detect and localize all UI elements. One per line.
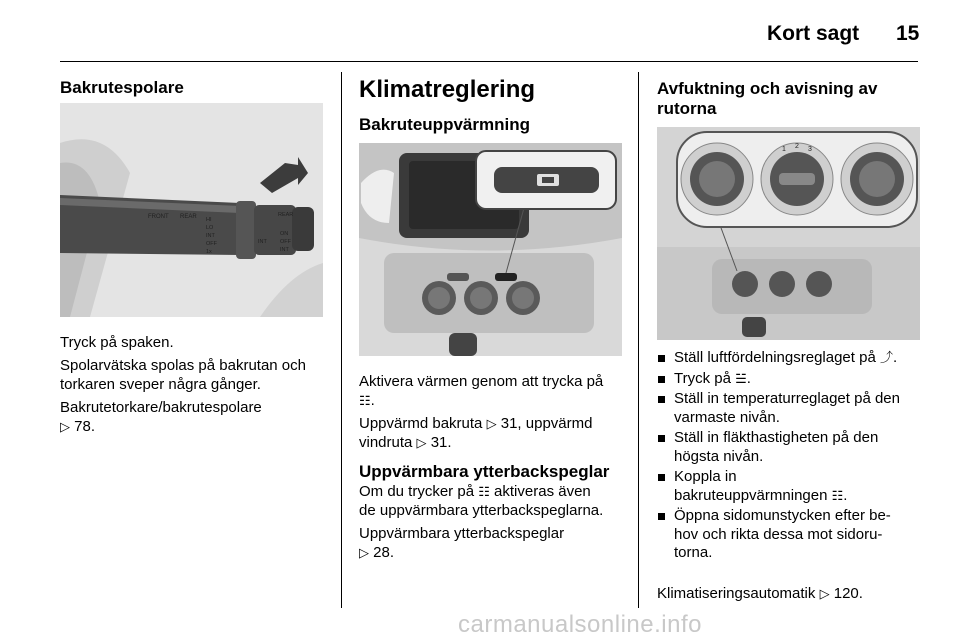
lever-label-off-2: OFF bbox=[280, 239, 291, 245]
col2-text-1a: Aktivera värmen genom att trycka på bbox=[359, 373, 604, 390]
step-3-line-1: Ställ in temperaturreglaget på den bbox=[674, 390, 900, 407]
col1-text-2a: Spolarvätska spolas på bakrutan och bbox=[60, 357, 306, 374]
fan-speed-label-3: 3 bbox=[808, 146, 812, 153]
col1-text-3b bbox=[60, 417, 95, 436]
running-header-title: Kort sagt bbox=[767, 22, 860, 45]
step-5-line-2: bakruteuppvärmningen bbox=[674, 486, 828, 504]
air-distribution-icon: ⤴ bbox=[879, 350, 893, 365]
page-ref-arrow-icon: ▷ bbox=[819, 586, 830, 601]
header-rule bbox=[60, 61, 918, 62]
page-ref-arrow-icon: ▷ bbox=[486, 416, 497, 431]
lever-label-int-2: INT bbox=[258, 239, 267, 245]
page-ref-28[interactable]: 28. bbox=[373, 544, 395, 561]
step-3-line-2: varmaste nivån. bbox=[674, 408, 780, 426]
page-ref-31a[interactable]: 31, uppvärmd bbox=[500, 415, 593, 432]
lever-label-lo: LO bbox=[206, 225, 214, 231]
step-1-text: Ställ luftfördelningsreglaget på bbox=[674, 349, 876, 366]
defog-steps-list bbox=[657, 349, 925, 565]
fan-speed-label-2: 2 bbox=[795, 143, 799, 150]
wiper-lever-figure bbox=[60, 103, 323, 317]
col1-text-3a: Bakrutetorkare/bakrutespolare bbox=[60, 399, 262, 416]
step-4-line-2: högsta nivån. bbox=[674, 447, 764, 465]
rear-defrost-icon: ☷ bbox=[359, 393, 371, 408]
col3-footer-ref bbox=[657, 584, 863, 603]
lever-label-front: FRONT bbox=[148, 214, 169, 220]
fan-speed-label-1: 1 bbox=[782, 146, 786, 153]
lever-label-off: OFF bbox=[206, 241, 217, 247]
page-ref-arrow-icon: ▷ bbox=[359, 545, 369, 560]
step-6-line-1: Öppna sidomunstycken efter be- bbox=[674, 507, 891, 524]
page-ref-120[interactable]: 120. bbox=[833, 585, 863, 602]
col1-text-2b: torkaren sveper några gånger. bbox=[60, 376, 261, 393]
lever-label-hi: HI bbox=[206, 217, 212, 223]
col2-text-3a bbox=[359, 482, 591, 501]
col2-text-3a-start: Om du trycker på bbox=[359, 483, 475, 500]
col2-text-2a bbox=[359, 414, 592, 433]
list-item: Koppla in bakruteuppvärmningen ☷. bbox=[657, 468, 925, 505]
step-6-line-2: hov och rikta dessa mot sidoru- bbox=[674, 525, 883, 543]
page-number: 15 bbox=[896, 22, 920, 45]
section-heading-rear-washer: Bakrutespolare bbox=[60, 78, 184, 97]
col2-text-4a: Uppvärmbara ytterbackspeglar bbox=[359, 525, 565, 542]
lever-label-1x: 1x bbox=[206, 249, 212, 255]
lever-label-rear: REAR bbox=[180, 214, 197, 220]
lever-label-int: INT bbox=[206, 233, 215, 239]
col3-footer-text: Klimatiseringsautomatik bbox=[657, 585, 816, 602]
list-item: Tryck på ☱. bbox=[657, 370, 925, 389]
list-item bbox=[657, 507, 925, 563]
col2-text-1b-period: . bbox=[370, 392, 375, 409]
col2-text-2a-label: Uppvärmd bakruta bbox=[359, 415, 483, 432]
page-ref-78[interactable]: 78. bbox=[74, 418, 96, 435]
list-item: Ställ luftfördelningsreglaget på ⤴. bbox=[657, 349, 925, 368]
subheading-rear-heating: Bakruteuppvärmning bbox=[359, 115, 530, 134]
list-item bbox=[657, 429, 925, 466]
col1-text-1: Tryck på spaken. bbox=[60, 334, 174, 351]
page-ref-arrow-icon: ▷ bbox=[60, 419, 70, 434]
step-2-text: Tryck på bbox=[674, 369, 731, 387]
lever-label-rear-2: REAR bbox=[278, 212, 294, 218]
step-6-line-3: torna. bbox=[674, 544, 713, 561]
col2-text-4b bbox=[359, 543, 394, 562]
step-4-line-1: Ställ in fläkthastigheten på den bbox=[674, 429, 879, 446]
step-5-line-1: Koppla in bbox=[674, 468, 737, 485]
col2-text-1b bbox=[359, 391, 375, 410]
col2-text-2b-label: vindruta bbox=[359, 434, 413, 451]
list-item bbox=[657, 390, 925, 427]
lever-label-int-3: INT bbox=[280, 247, 289, 253]
front-defrost-icon: ☱ bbox=[735, 370, 747, 386]
page-ref-31b[interactable]: 31. bbox=[430, 434, 452, 451]
dashboard-button-figure bbox=[359, 143, 622, 356]
section-heading-defog-1: Avfuktning och avisning av bbox=[657, 79, 878, 98]
section-heading-climate: Klimatreglering bbox=[359, 76, 536, 103]
page-ref-arrow-icon: ▷ bbox=[416, 435, 427, 450]
col2-text-3b: de uppvärmbara ytterbackspeglarna. bbox=[359, 502, 604, 519]
col2-text-3a-end: aktiveras även bbox=[494, 483, 591, 500]
subheading-heated-mirrors: Uppvärmbara ytterbackspeglar bbox=[359, 462, 610, 481]
rear-defrost-icon: ☷ bbox=[831, 487, 844, 503]
col2-text-2b bbox=[359, 433, 452, 452]
rear-defrost-icon: ☷ bbox=[478, 484, 490, 499]
column-divider-2 bbox=[638, 72, 639, 608]
section-heading-defog-2: rutorna bbox=[657, 99, 717, 118]
column-divider-1 bbox=[341, 72, 342, 608]
watermark: carmanualsonline.info bbox=[458, 611, 702, 638]
climate-knobs-figure bbox=[657, 127, 920, 340]
lever-label-on: ON bbox=[280, 231, 289, 237]
